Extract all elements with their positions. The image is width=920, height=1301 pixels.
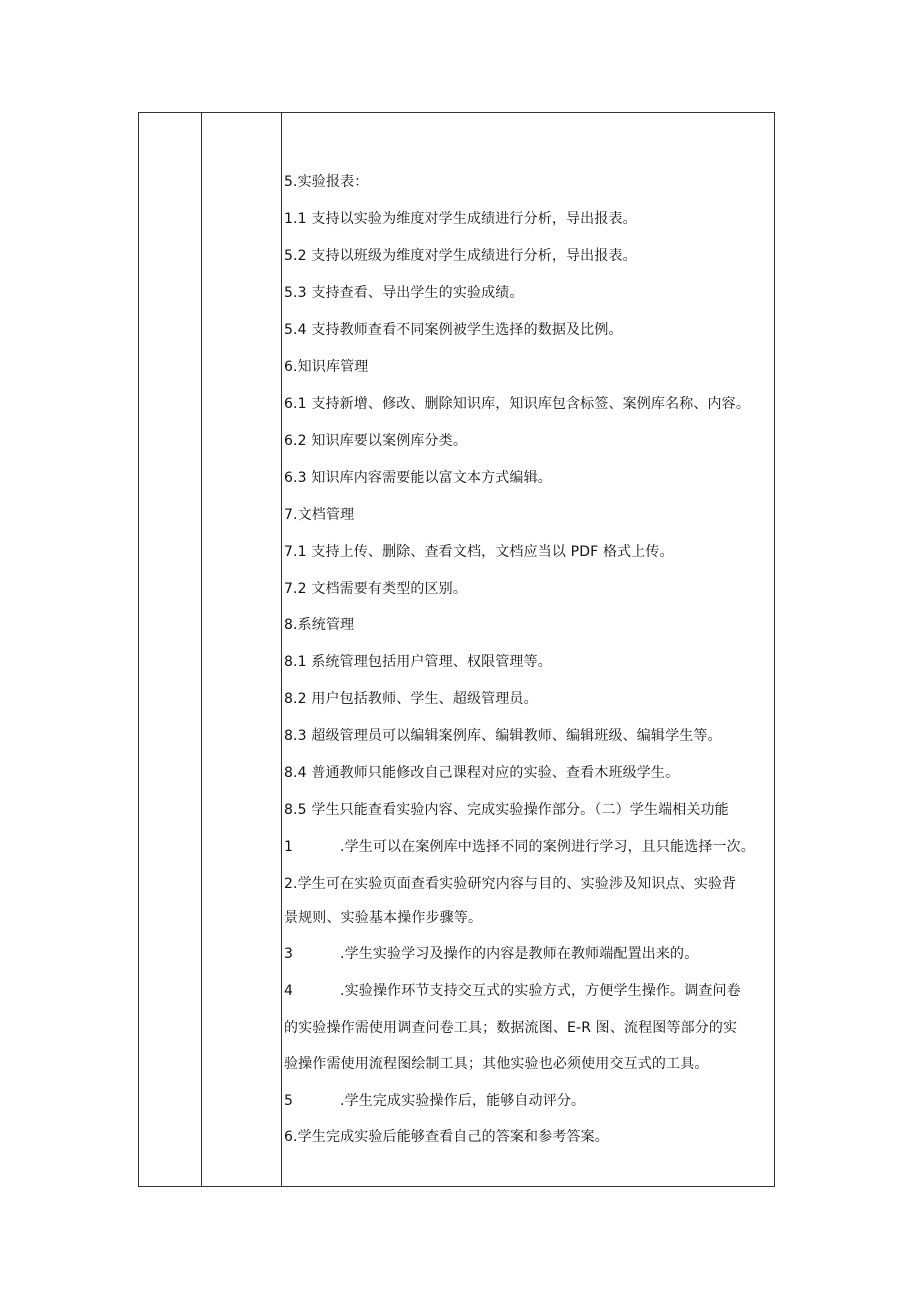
text-line: 5.4 支持教师查看不同案例被学生选择的数据及比例。	[284, 322, 623, 338]
text-line: 2.学生可在实验页面查看实验研究内容与目的、实验涉及知识点、实验背	[284, 876, 737, 892]
item-number: 5	[284, 1093, 294, 1109]
text-line: 1.1 支持以实验为维度对学生成绩进行分析，导出报表。	[284, 211, 637, 227]
item-text: .学生实验学习及操作的内容是教师在教师端配置出来的。	[340, 946, 699, 962]
numbered-item	[284, 1092, 585, 1110]
numbered-item	[284, 945, 698, 963]
text-line: 8.5 学生只能查看实验内容、完成实验操作部分。（二）学生端相关功能	[284, 802, 729, 818]
text-line: 8.3 超级管理员可以编辑案例库、编辑教师、编辑班级、编辑学生等。	[284, 728, 722, 744]
section-heading-knowledge-base: 6.知识库管理	[284, 359, 369, 375]
section-heading-documents: 7.文档管理	[284, 507, 355, 523]
item-text: .学生可以在案例库中选择不同的案例进行学习，且只能选择一次。	[340, 839, 755, 855]
text-line: 5.3 支持查看、导出学生的实验成绩。	[284, 285, 524, 301]
item-text: .学生完成实验操作后，能够自动评分。	[340, 1093, 586, 1109]
text-line: 7.2 文档需要有类型的区别。	[284, 581, 467, 597]
item-number: 3	[284, 946, 294, 962]
column-divider-1	[201, 113, 202, 1186]
item-number: 1	[284, 839, 294, 855]
section-heading-system: 8.系统管理	[284, 617, 355, 633]
text-line: 5.2 支持以班级为维度对学生成绩进行分析，导出报表。	[284, 248, 637, 264]
text-line: 8.1 系统管理包括用户管理、权限管理等。	[284, 654, 552, 670]
text-line: 8.2 用户包括教师、学生、超级管理员。	[284, 691, 538, 707]
numbered-item	[284, 982, 741, 1000]
item-text: .实验操作环节支持交互式的实验方式，方便学生操作。调查问卷	[340, 983, 741, 999]
numbered-item	[284, 838, 755, 856]
content-cell	[282, 113, 774, 1186]
text-line: 的实验操作需使用调查问卷工具；数据流图、E-R 图、流程图等部分的实	[284, 1020, 738, 1036]
text-line: 景规则、实验基本操作步骤等。	[284, 910, 483, 926]
text-line: 6.学生完成实验后能够查看自己的答案和参考答案。	[284, 1129, 609, 1145]
requirements-table	[138, 112, 775, 1187]
item-number: 4	[284, 983, 294, 999]
text-line: 7.1 支持上传、删除、查看文档，文档应当以 PDF 格式上传。	[284, 544, 674, 560]
text-line: 6.2 知识库要以案例库分类。	[284, 433, 467, 449]
text-line: 6.1 支持新增、修改、删除知识库，知识库包含标签、案例库名称、内容。	[284, 396, 750, 412]
section-heading-reports: 5.实验报表：	[284, 174, 369, 190]
text-line: 6.3 知识库内容需要能以富文本方式编辑。	[284, 470, 552, 486]
text-line: 验操作需使用流程图绘制工具；其他实验也必须使用交互式的工具。	[284, 1056, 709, 1072]
text-line: 8.4 普通教师只能修改自己课程对应的实验、查看木班级学生。	[284, 765, 680, 781]
